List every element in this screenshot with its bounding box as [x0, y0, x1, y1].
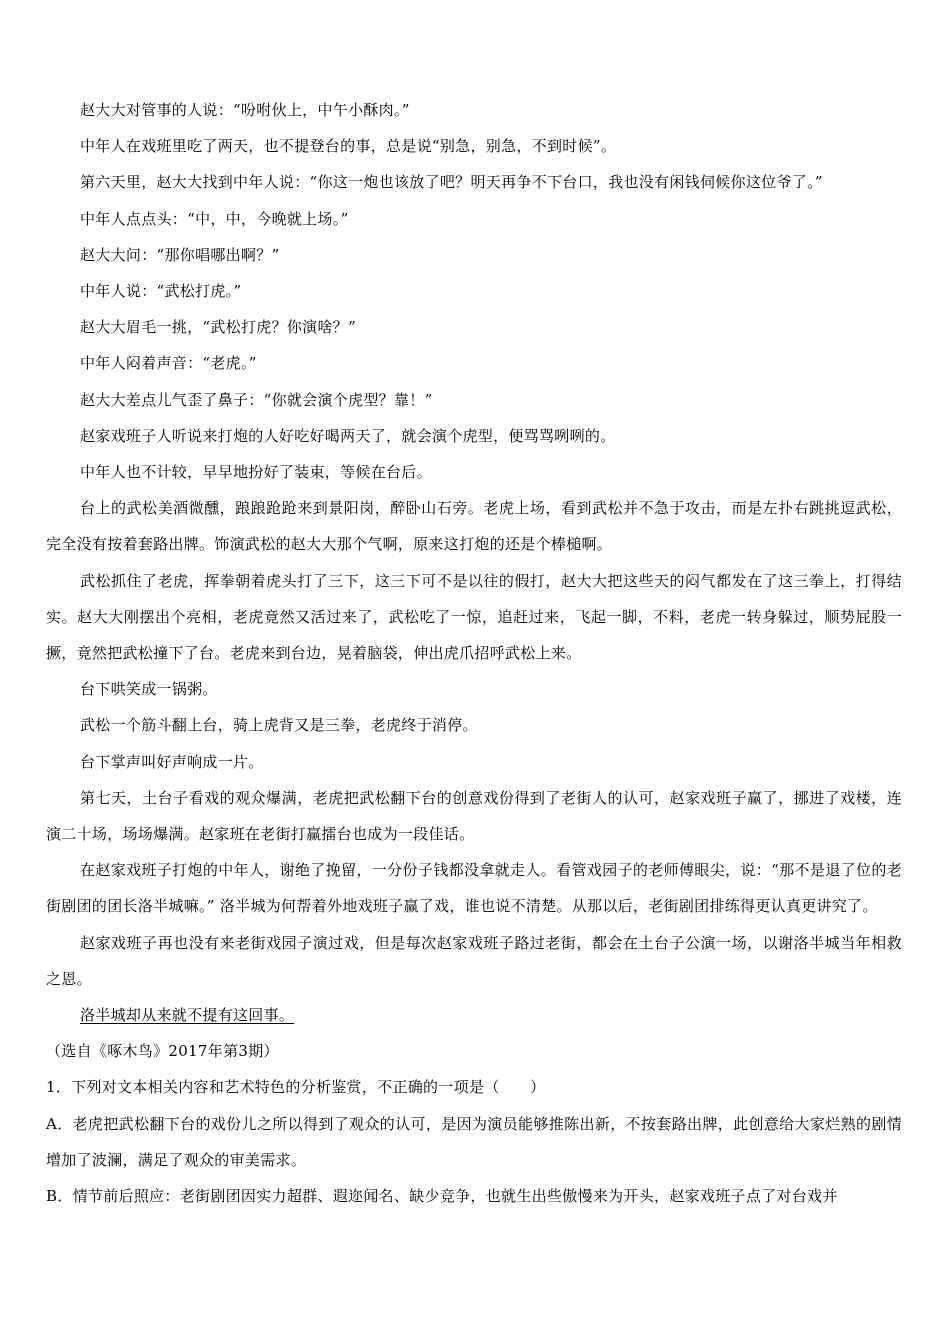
paragraph-7: 赵大大眉毛一挑，“武松打虎？你演啥？”	[80, 318, 357, 337]
paragraph-3: 第六天里，赵大大找到中年人说：“你这一炮也该放了吧？明天再争不下台口，我也没有闲钱伺候你这位爷了。”	[80, 173, 823, 192]
paragraph-5: 赵大大问：“那你唱哪出啊？”	[80, 245, 280, 264]
paragraph-10: 赵家戏班子人听说来打炮的人好吃好喝两天了，就会演个虎型，便骂骂咧咧的。	[80, 426, 616, 445]
paragraph-8: 中年人闷着声音：“老虎。”	[80, 354, 257, 373]
paragraph-2: 中年人在戏班里吃了两天，也不提登台的事，总是说“别急，别急，不到时候”。	[80, 137, 617, 156]
paragraph-4: 中年人点点头：“中，中，今晚就上场。”	[80, 209, 349, 228]
paragraph-20	[46, 997, 902, 1033]
paragraph-16: 台下掌声叫好声响成一片。	[80, 752, 264, 771]
source-citation: （选自《啄木鸟》2017年第3期）	[46, 1042, 279, 1061]
paragraph-6: 中年人说：“武松打虎。”	[80, 282, 242, 301]
paragraph-14: 台下哄笑成一锅粥。	[80, 680, 218, 699]
paragraph-1: 赵大大对管事的人说：“吩咐伙上，中午小酥肉。”	[80, 101, 410, 119]
article-body	[46, 92, 902, 1214]
paragraph-15: 武松一个筋斗翻上台，骑上虎背又是三拳，老虎终于消停。	[80, 716, 478, 735]
paragraph-11: 中年人也不计较，早早地扮好了装束，等候在台后。	[80, 463, 432, 482]
paragraph-18: 在赵家戏班子打炮的中年人，谢绝了挽留，一分份子钱都没拿就走人。看管戏园子的老师傅眼尖，说：“那不是退了位的老街剧团的团长洛半城嘛。” 洛半城为何帮着外地戏班子赢了戏，谁也说不清楚。从那以后，老街剧团排练得更认真更讲究了。	[46, 861, 902, 916]
paragraph-12: 台上的武松美酒微醺，踉踉跄跄来到景阳岗，醉卧山石旁。老虎上场，看到武松并不急于攻击，而是左扑右跳挑逗武松，完全没有按着套路出牌。饰演武松的赵大大那个气啊，原来这打炮的还是个棒槌啊。	[46, 499, 902, 554]
option-a: A．老虎把武松翻下台的戏份儿之所以得到了观众的认可，是因为演员能够推陈出新，不按套路出牌，此创意给大家烂熟的剧情增加了波澜，满足了观众的审美需求。	[46, 1114, 902, 1169]
paragraph-19: 赵家戏班子再也没有来老街戏园子演过戏，但是每次赵家戏班子路过老街，都会在土台子公演一场，以谢洛半城当年相救之恩。	[46, 933, 902, 988]
question-stem: 1．下列对文本相关内容和艺术特色的分析鉴赏，不正确的一项是（ ）	[46, 1078, 546, 1097]
underlined-sentence: 洛半城却从来就不提有这回事。	[80, 1006, 295, 1025]
paragraph-17: 第七天，土台子看戏的观众爆满，老虎把武松翻下台的创意戏份得到了老街人的认可，赵家戏班子赢了，挪进了戏楼，连演二十场，场场爆满。赵家班在老街打赢擂台也成为一段佳话。	[46, 788, 902, 844]
option-b: B．情节前后照应：老街剧团因实力超群、遐迩闻名、缺少竞争，也就生出些傲慢来为开头，赵家戏班子点了对台戏并	[46, 1187, 838, 1206]
paragraph-9: 赵大大差点儿气歪了鼻子：“你就会演个虎型？靠！”	[80, 390, 433, 409]
paragraph-13: 武松抓住了老虎，挥拳朝着虎头打了三下，这三下可不是以往的假打，赵大大把这些天的闷气都发在了这三拳上，打得结实。赵大大刚摆出个亮相，老虎竟然又活过来了，武松吃了一惊，追赶过来，飞起一脚，不料，老虎一转身躲过，顺势屁股一撅，竟然把武松撞下了台。老虎来到台边，晃着脑袋，伸出虎爪招呼武松上来。	[46, 571, 902, 663]
